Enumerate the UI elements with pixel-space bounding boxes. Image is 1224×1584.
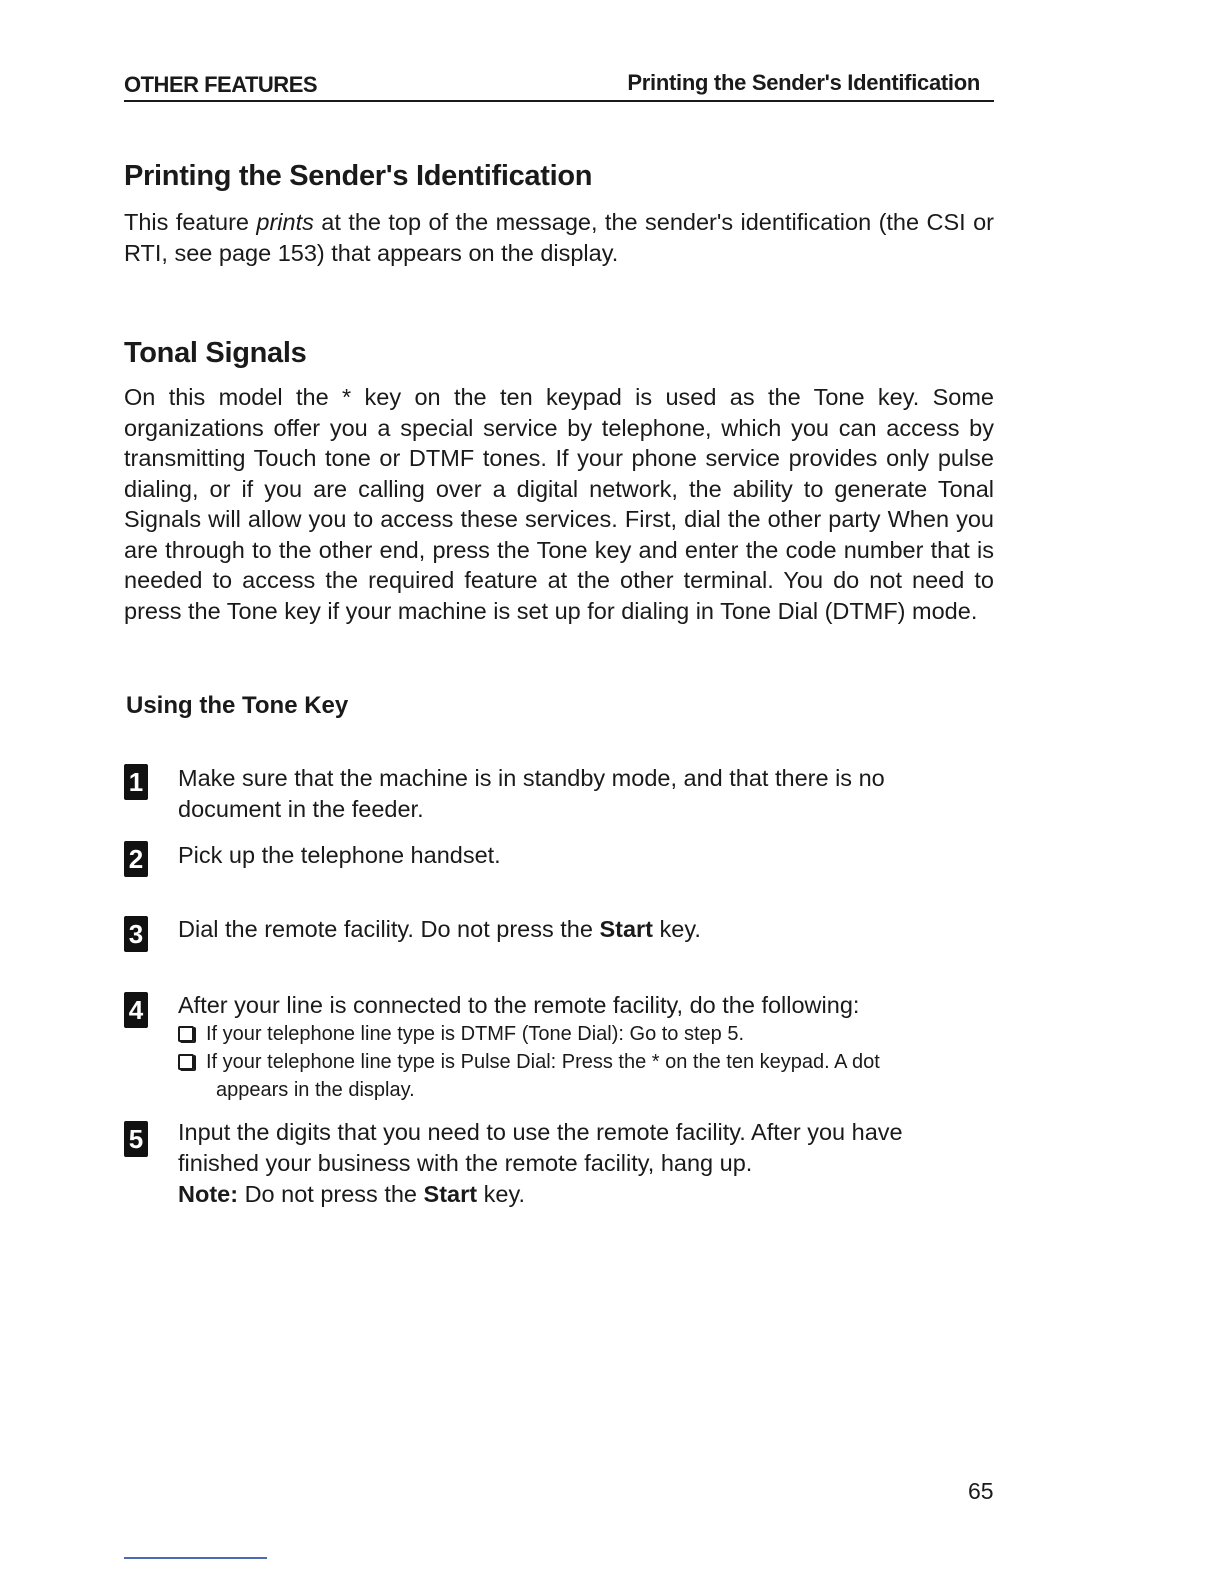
step-number-1: 1 (124, 764, 148, 800)
section-title-tonal-signals: Tonal Signals (124, 337, 307, 369)
emphasis-prints: prints (256, 209, 314, 235)
step-4-option-pulse: If your telephone line type is Pulse Dial: Press the * on the ten keypad. A dot appears in the display. (178, 1048, 988, 1104)
step-number-3: 3 (124, 916, 148, 952)
step-1-text: Make sure that the machine is in standby mode, and that there is no document in the feeder. (178, 765, 885, 822)
running-header (124, 70, 994, 102)
footer-rule (124, 1557, 267, 1559)
checkbox-bullet-icon (178, 1054, 194, 1070)
section-title-sender-id: Printing the Sender's Identification (124, 160, 593, 192)
start-key-label: Start (423, 1181, 478, 1207)
header-topic: Printing the Sender's Identification (627, 70, 980, 95)
step-number-5: 5 (124, 1121, 148, 1157)
page-number: 65 (968, 1478, 994, 1504)
step-2-text: Pick up the telephone handset. (178, 842, 501, 868)
step-5-text: Input the digits that you need to use the remote facility. After you have finished your business with the remote facility, hang up. Note: Do not press the Start key. (178, 1119, 903, 1207)
start-key-label: Start (599, 916, 653, 942)
step-number-2: 2 (124, 841, 148, 877)
note-label: Note: (178, 1181, 239, 1207)
step-4-text: After your line is connected to the remote facility, do the following: (178, 992, 860, 1018)
tonal-signals-paragraph: On this model the * key on the ten keypad is used as the Tone key. Some organizations offer you a special service by telephone, which you can access by transmitting Touch tone or DTMF tones. If your phone service provides only pulse dialing, or if you are calling over a digital network, the ability to generate Tonal Signals will allow you to access these services. First, dial the other party When you are through to the other end, press the Tone key and enter the code number that is needed to access the required feature at the other terminal. You do not need to press the Tone key if your machine is set up for dialing in Tone Dial (DTMF) mode. (124, 384, 994, 624)
checkbox-bullet-icon (178, 1026, 194, 1042)
header-section: OTHER FEATURES (124, 72, 318, 97)
step-4-option-dtmf: If your telephone line type is DTMF (Tone Dial): Go to step 5. (178, 1020, 988, 1048)
sender-id-paragraph: This feature prints at the top of the message, the sender's identification (the CSI or RTI, see page 153) that appears on the display. (124, 209, 994, 266)
step-number-4: 4 (124, 992, 148, 1028)
step-3-text: Dial the remote facility. Do not press the Start key. (178, 916, 701, 942)
procedure-title: Using the Tone Key (126, 692, 349, 719)
